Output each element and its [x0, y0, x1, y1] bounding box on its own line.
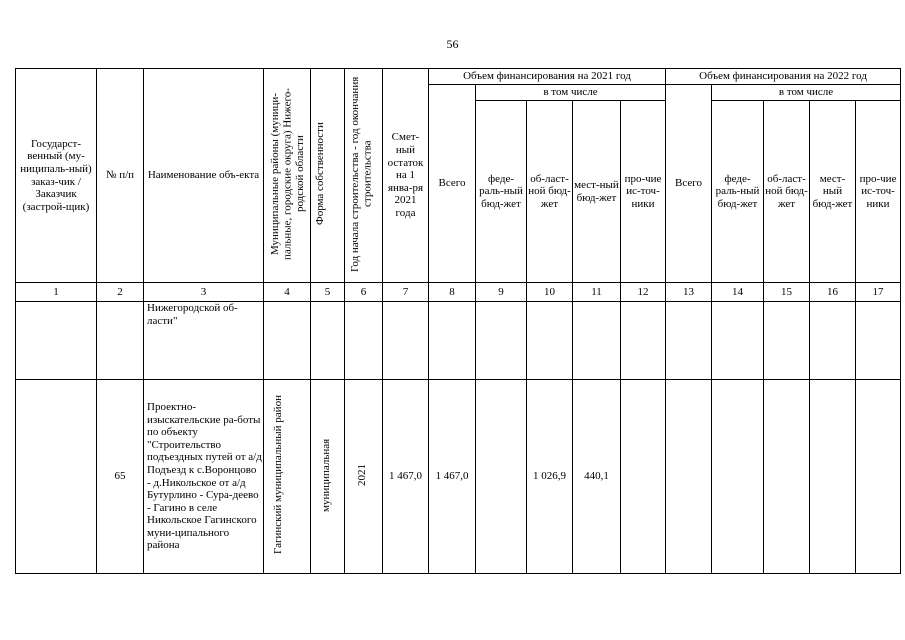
cell-ownership-text: муниципальная — [319, 438, 332, 512]
cell-federal-2022 — [712, 302, 764, 380]
cell-district — [264, 380, 311, 574]
cell-number — [97, 302, 144, 380]
cell-total-2022 — [666, 380, 712, 574]
cell-customer — [16, 302, 97, 380]
col-number: 5 — [311, 283, 345, 302]
cell-other-2021 — [621, 302, 666, 380]
header-customer: Государст-венный (му-ниципаль-ный) заказ-чик / Заказчик (застрой-щик) — [16, 69, 97, 283]
col-number: 12 — [621, 283, 666, 302]
header-object-name: Наименование объ-екта — [144, 69, 264, 283]
header-regional-2021: об-ласт-ной бюд-жет — [527, 101, 573, 283]
col-number: 14 — [712, 283, 764, 302]
cell-district-text: Гагинский муниципальный район — [272, 395, 284, 555]
col-number: 4 — [264, 283, 311, 302]
col-number: 2 — [97, 283, 144, 302]
cell-regional-2022 — [764, 302, 810, 380]
header-local-2022: мест-ный бюд-жет — [810, 101, 856, 283]
cell-customer — [16, 380, 97, 574]
cell-ownership — [311, 380, 345, 574]
cell-total-2021 — [429, 302, 476, 380]
header-local-2021: мест-ный бюд-жет — [573, 101, 621, 283]
header-ownership — [311, 69, 345, 283]
cell-federal-2022 — [712, 380, 764, 574]
header-financing-2021: Объем финансирования на 2021 год — [429, 69, 666, 85]
header-years-text: Год начала строительства - год окончания строительства — [348, 76, 374, 272]
cell-other-2022 — [856, 380, 901, 574]
cell-other-2022 — [856, 302, 901, 380]
header-number: № п/п — [97, 69, 144, 283]
cell-years-text: 2021 — [355, 463, 368, 486]
cell-local-2022 — [810, 380, 856, 574]
col-number: 7 — [383, 283, 429, 302]
header-district — [264, 69, 311, 283]
page-number: 56 — [446, 37, 459, 51]
cell-object-name: Нижегородской об-ласти" — [144, 302, 264, 380]
table-row — [16, 380, 901, 574]
header-federal-2022: феде-раль-ный бюд-жет — [712, 101, 764, 283]
cell-local-2021 — [573, 302, 621, 380]
col-number: 6 — [345, 283, 383, 302]
col-number: 16 — [810, 283, 856, 302]
cell-regional-2021 — [527, 302, 573, 380]
header-other-2022: про-чие ис-точ-ники — [856, 101, 901, 283]
cell-regional-2022 — [764, 380, 810, 574]
col-number: 13 — [666, 283, 712, 302]
cell-ownership — [311, 302, 345, 380]
header-balance: Смет-ный остаток на 1 янва-ря 2021 года — [383, 69, 429, 283]
col-number: 8 — [429, 283, 476, 302]
cell-years — [345, 302, 383, 380]
header-district-text: Муниципальные районы (муници-пальные, городские округа) Нижего-родской области — [269, 87, 307, 260]
cell-total-2022 — [666, 302, 712, 380]
header-ownership-text: Форма собственности — [313, 122, 326, 226]
header-including-2021: в том числе — [476, 85, 666, 101]
cell-total-2021: 1 467,0 — [429, 380, 476, 574]
col-number: 1 — [16, 283, 97, 302]
cell-regional-2021: 1 026,9 — [527, 380, 573, 574]
cell-district — [264, 302, 311, 380]
col-number: 9 — [476, 283, 527, 302]
header-regional-2022: об-ласт-ной бюд-жет — [764, 101, 810, 283]
col-number: 17 — [856, 283, 901, 302]
header-total-2022: Всего — [666, 85, 712, 283]
header-years — [345, 69, 383, 283]
header-federal-2021: феде-раль-ный бюд-жет — [476, 101, 527, 283]
cell-federal-2021 — [476, 380, 527, 574]
cell-other-2021 — [621, 380, 666, 574]
cell-number: 65 — [97, 380, 144, 574]
cell-years — [345, 380, 383, 574]
header-total-2021: Всего — [429, 85, 476, 283]
col-number: 10 — [527, 283, 573, 302]
header-including-2022: в том числе — [712, 85, 901, 101]
cell-object-name: Проектно-изыскательские ра-боты по объекту "Строительство подъездных путей от а/д Подъезд к с.Воронцово - д.Никольское от а/д Бутурлино - Сура-деево - Гагино в селе Никольское Гагинского муни-ципального района — [144, 380, 264, 574]
col-number: 15 — [764, 283, 810, 302]
col-number: 3 — [144, 283, 264, 302]
cell-balance: 1 467,0 — [383, 380, 429, 574]
financing-table — [15, 68, 901, 574]
col-number: 11 — [573, 283, 621, 302]
header-other-2021: про-чие ис-точ-ники — [621, 101, 666, 283]
cell-local-2022 — [810, 302, 856, 380]
table-row — [16, 302, 901, 380]
cell-federal-2021 — [476, 302, 527, 380]
header-financing-2022: Объем финансирования на 2022 год — [666, 69, 901, 85]
cell-balance — [383, 302, 429, 380]
cell-local-2021: 440,1 — [573, 380, 621, 574]
